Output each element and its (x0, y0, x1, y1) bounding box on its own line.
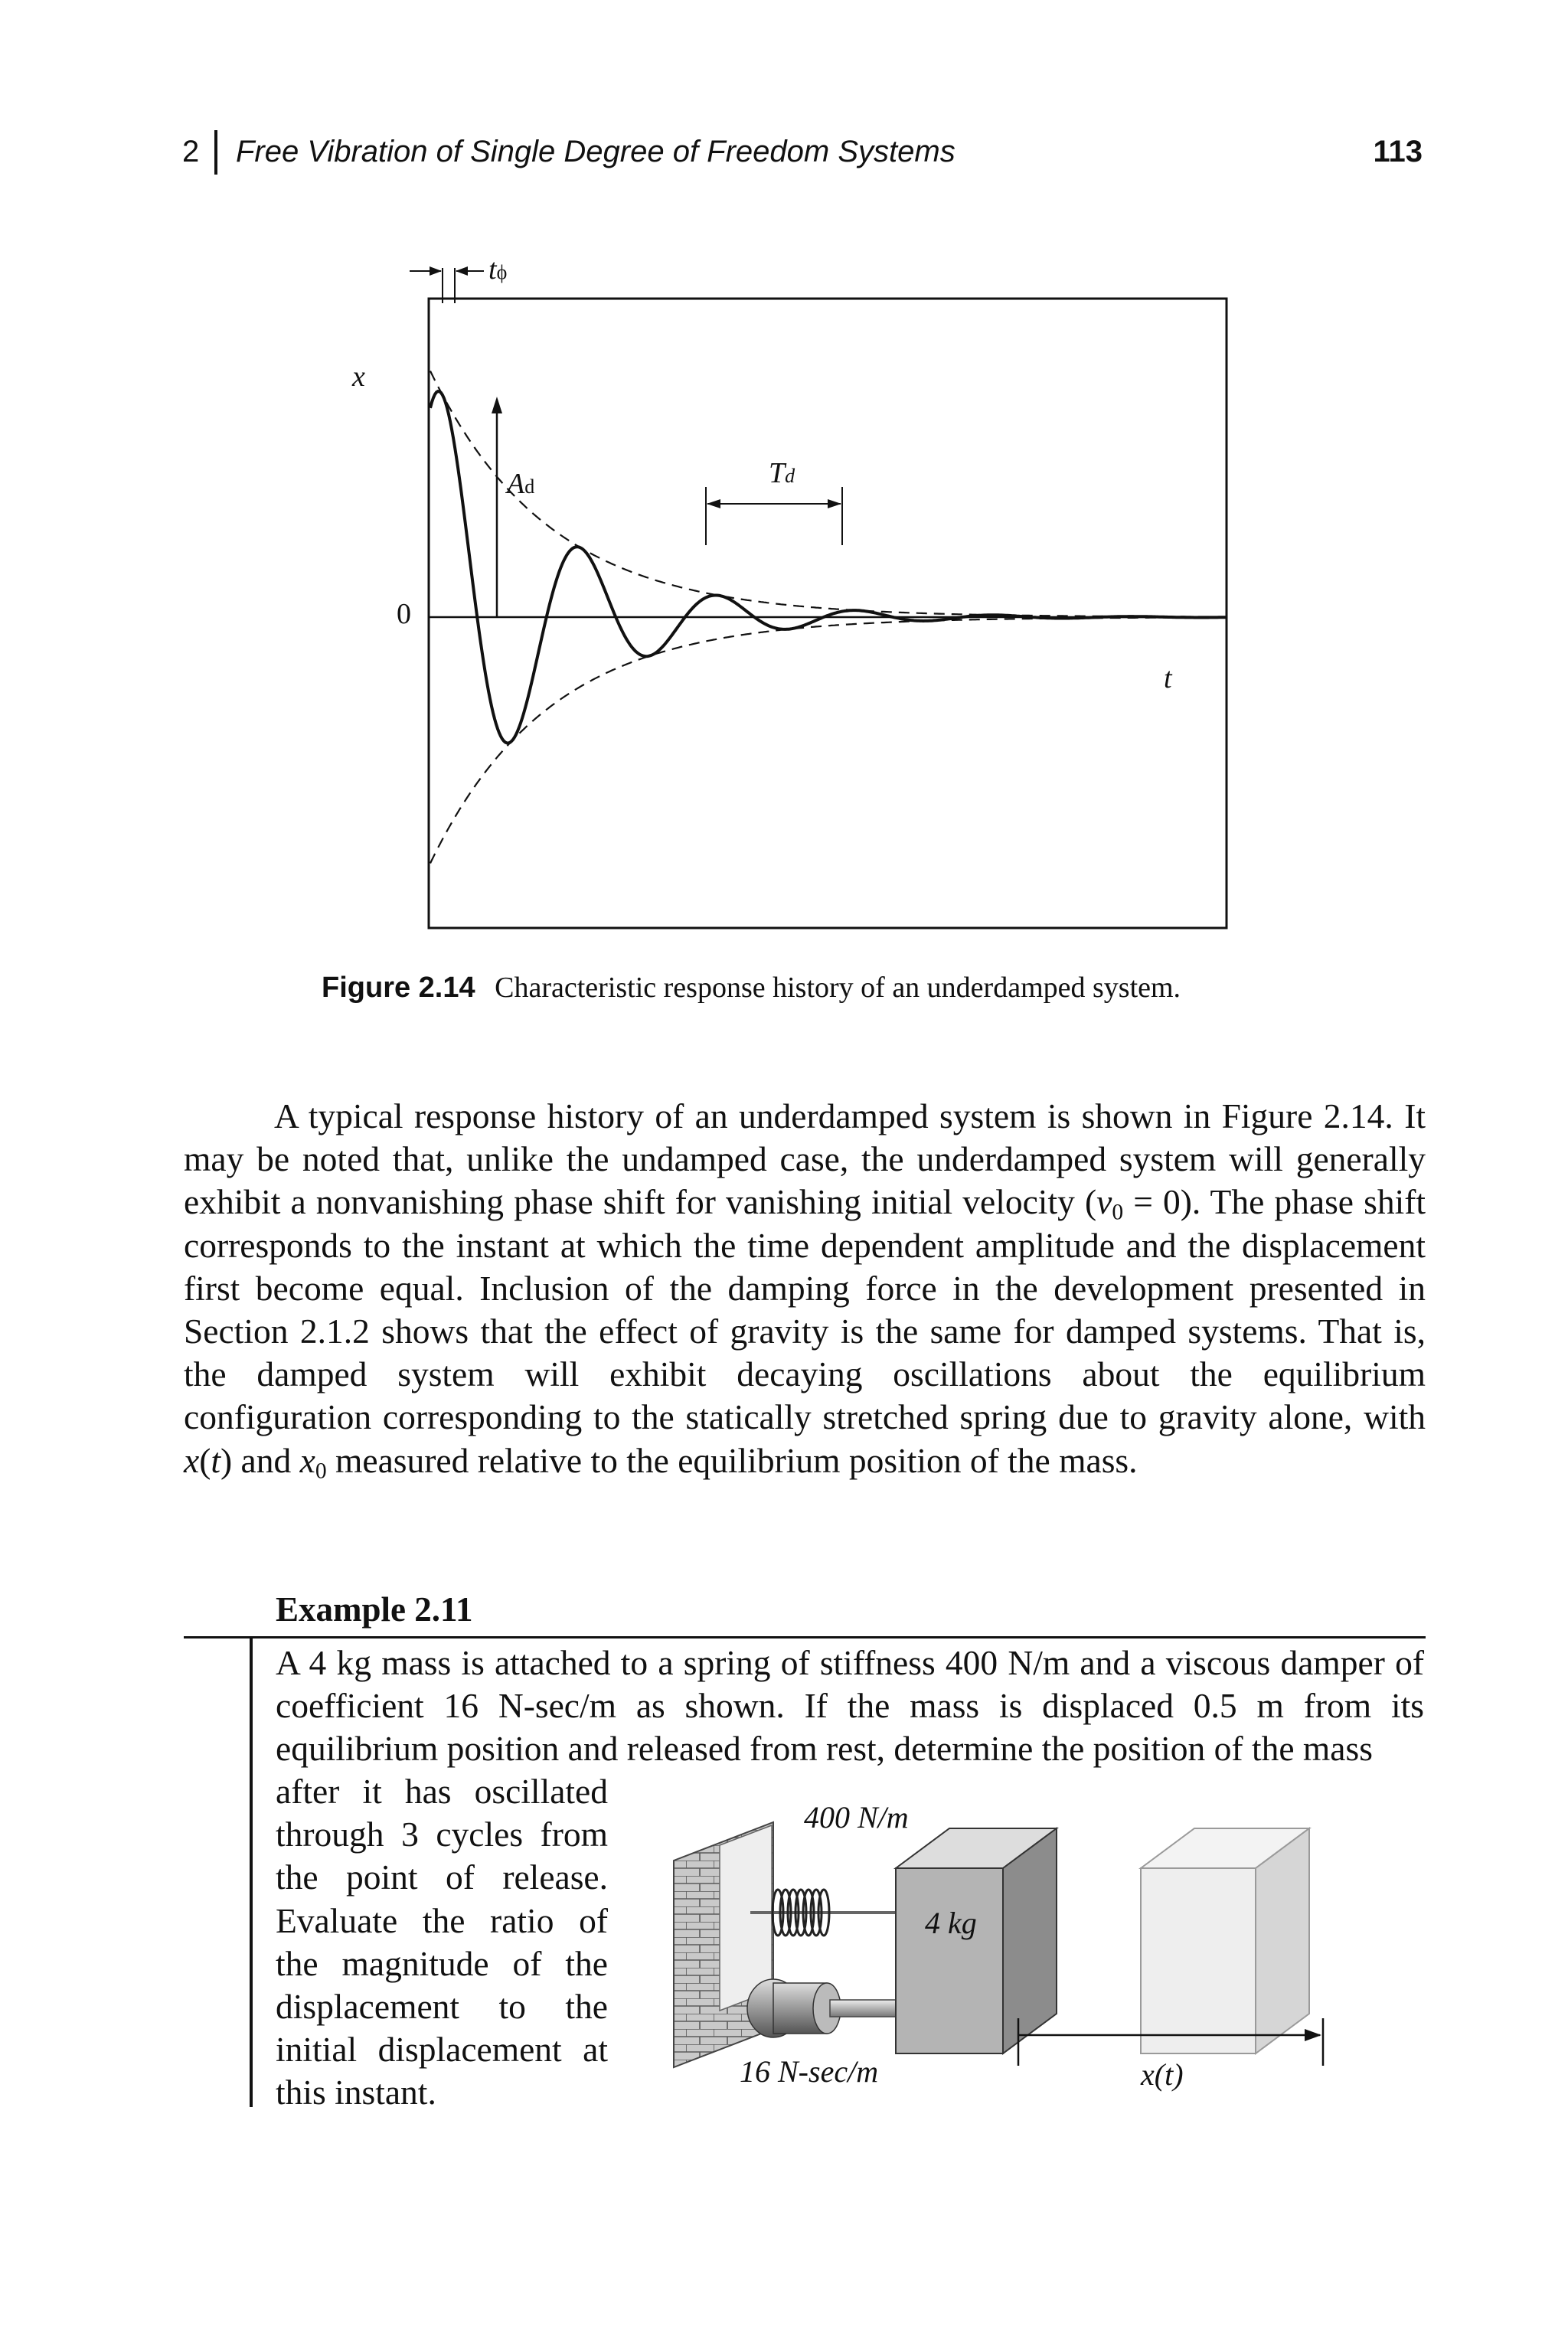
zero-label: 0 (397, 598, 411, 630)
header-divider (214, 130, 217, 175)
mass-block-front (896, 1868, 1003, 2053)
example-margin-bar (250, 1638, 253, 2107)
body-paragraph: A typical response history of an underdamped system is shown in Figure 2.14. It may be noted that, unlike the undamped case, the underdamped system will generally exhibit a nonvanishing phase shift for vanishing initial velocity $(v_0 = 0)$. The phase shift corresponds to the instant at which the time dependent amplitude and the displacement first become equal. Inclusion of the damping force in the development presented in Section 2.1.2 shows that the effect of gravity is the same for damped systems. That is, the damped system will exhibit decaying oscillations about the equilibrium configuration corresponding to the statically stretched spring due to gravity alone, with x(t) and $x_0$ measured relative to the equilibrium position of the mass. (184, 1096, 1426, 1484)
damper-label: 16 N-sec/m (740, 2054, 879, 2089)
ghost-block-front (1141, 1868, 1256, 2053)
upper-envelope (430, 371, 1227, 617)
xt-arrowhead (1305, 2029, 1321, 2041)
displacement-label: x(t) (1141, 2057, 1184, 2092)
response-curve (430, 391, 1227, 743)
response-history-plot (322, 245, 1271, 949)
mass-label: 4 kg (925, 1906, 977, 1940)
chapter-title: Free Vibration of Single Degree of Freedom Systems (236, 135, 956, 168)
damper-piston-rod (830, 2000, 899, 2017)
example-text-intro: A 4 kg mass is attached to a spring of stiffness 400 N/m and a viscous damper of coefficient 16 N-sec/m as shown. If the mass is displaced 0.5 m from its equilibrium position and released from rest, determine the position of the mass (276, 1643, 1424, 1769)
example-text-column: after it has oscillated through 3 cycles from the point of release. Evaluate the ratio of the magnitude of the displacement to the initial displacement at this instant. (276, 1772, 608, 2112)
period-arrowhead-left (707, 499, 720, 508)
chapter-number: 2 (182, 135, 200, 168)
ghost-block-side (1256, 1828, 1309, 2053)
tphi-arrowhead-left (430, 266, 442, 276)
page-header (182, 130, 1423, 176)
spring-label: 400 N/m (804, 1800, 909, 1834)
tphi-arrowhead-right (456, 266, 468, 276)
caption-label: Figure 2.14 (322, 972, 475, 1004)
example-title: Example 2.11 (276, 1590, 473, 1629)
tphi-label: tϕ (488, 253, 508, 286)
figure-caption (322, 971, 1393, 1005)
time-label: t (1164, 662, 1172, 694)
spring-mass-damper-illustration (658, 1799, 1348, 2106)
mass-block-side (1003, 1828, 1057, 2053)
lower-envelope (430, 617, 1227, 863)
amplitude-label: Ad (507, 468, 535, 500)
example-rule (184, 1636, 1426, 1638)
x-axis-label: x (352, 361, 365, 393)
figure-2-14 (322, 245, 1271, 949)
page-number: 113 (1373, 135, 1423, 168)
period-arrowhead-right (828, 499, 841, 508)
caption-text: Characteristic response history of an underdamped system. (495, 972, 1181, 1004)
amplitude-arrowhead (492, 397, 502, 413)
period-label: Td (769, 457, 795, 489)
